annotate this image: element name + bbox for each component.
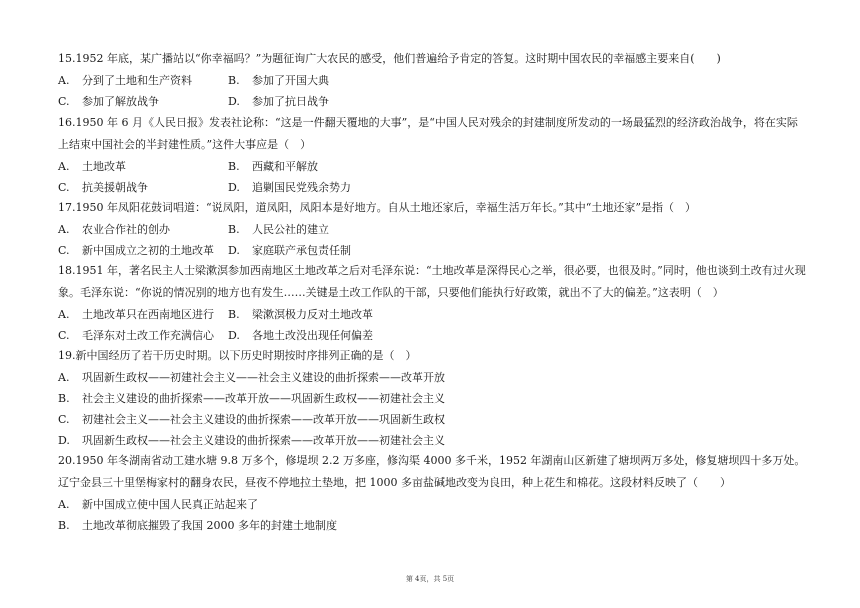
question-stem: 18.1951 年，著名民主人士梁漱溟参加西南地区土地改革之后对毛泽东说：“土地改革是深得民心之举，很必要，也很及时。”同时，他也谈到土改有过火现象。毛泽东说：“你说的情况别的地方也有发生……关键是土改工作队的干部，只要他们能执行好政策，就出不了大的偏差。”这表明（ ） bbox=[58, 264, 806, 299]
option-row bbox=[58, 388, 806, 409]
option-c: C. 抗美援朝战争 bbox=[58, 181, 148, 194]
option-c: C. 参加了解放战争 bbox=[58, 95, 159, 108]
option-c: C. 新中国成立之初的土地改革 bbox=[58, 244, 214, 257]
option-d: D. 家庭联产承包责任制 bbox=[228, 244, 351, 257]
option-a: A. 新中国成立使中国人民真正站起来了 bbox=[58, 498, 258, 511]
option-row bbox=[58, 156, 806, 177]
option-row bbox=[58, 494, 806, 515]
option-row bbox=[58, 91, 806, 112]
question-stem: 16.1950 年 6 月《人民日报》发表社论称：“这是一件翻天覆地的大事”，是“中国人民对残余的封建制度所发动的一场最猛烈的经济政治战争，将在实际上结束中国社会的半封建性质。”这件大事应是（ ） bbox=[58, 116, 798, 151]
option-b: B. 梁漱溟极力反对土地改革 bbox=[228, 308, 373, 321]
page-footer: 第 4页，共 5页 bbox=[405, 575, 455, 583]
option-b: B. 土地改革彻底摧毁了我国 2000 多年的封建土地制度 bbox=[58, 519, 337, 532]
option-b: B. 人民公社的建立 bbox=[228, 223, 329, 236]
option-d: D. 追剿国民党残余势力 bbox=[228, 181, 351, 194]
option-d: D. 巩固新生政权——社会主义建设的曲折探索——改革开放——初建社会主义 bbox=[58, 434, 445, 447]
option-row bbox=[58, 325, 806, 346]
option-row bbox=[58, 430, 806, 451]
option-b: B. 西藏和平解放 bbox=[228, 160, 318, 173]
question-stem: 20.1950 年冬湖南省动工建水塘 9.8 万多个，修堤坝 2.2 万多座，修沟渠 4000 多千米，1952 年湖南山区新建了塘坝两万多处，修复塘坝四十多万处。辽宁金县三十里堡梅家村的翻身农民，昼夜不停地拉土垫地，把 1000 多亩盐碱地改变为良田，种上花生和棉花。这段材料反映了（ ） bbox=[58, 454, 806, 489]
option-b: B. 参加了开国大典 bbox=[228, 74, 329, 87]
option-b: B. 社会主义建设的曲折探索——改革开放——巩固新生政权——初建社会主义 bbox=[58, 392, 445, 405]
option-row bbox=[58, 219, 806, 240]
question-20 bbox=[58, 450, 806, 536]
option-row bbox=[58, 70, 806, 91]
question-stem: 15.1952 年底，某广播站以“你幸福吗？”为题征询广大农民的感受，他们普遍给予肯定的答复。这时期中国农民的幸福感主要来自( ) bbox=[58, 52, 721, 65]
option-c: C. 初建社会主义——社会主义建设的曲折探索——改革开放——巩固新生政权 bbox=[58, 413, 445, 426]
question-stem: 19.新中国经历了若干历史时期。以下历史时期按时序排列正确的是（ ） bbox=[58, 349, 417, 362]
question-17 bbox=[58, 197, 806, 261]
question-19 bbox=[58, 345, 806, 451]
option-a: A. 农业合作社的创办 bbox=[58, 223, 170, 236]
option-a: A. 土地改革 bbox=[58, 160, 126, 173]
option-row bbox=[58, 240, 806, 261]
option-a: A. 土地改革只在西南地区进行 bbox=[58, 308, 214, 321]
option-a: A. 分到了土地和生产资料 bbox=[58, 74, 192, 87]
question-stem: 17.1950 年凤阳花鼓词唱道：“说凤阳，道凤阳，凤阳本是好地方。自从土地还家后，幸福生活万年长。”其中“土地还家”是指（ ） bbox=[58, 201, 696, 214]
option-a: A. 巩固新生政权——初建社会主义——社会主义建设的曲折探索——改革开放 bbox=[58, 371, 445, 384]
option-row bbox=[58, 304, 806, 325]
question-16 bbox=[58, 112, 806, 198]
question-18 bbox=[58, 260, 806, 346]
option-row bbox=[58, 367, 806, 388]
option-row bbox=[58, 515, 806, 536]
option-row bbox=[58, 177, 806, 198]
option-d: D. 参加了抗日战争 bbox=[228, 95, 329, 108]
option-c: C. 毛泽东对土改工作充满信心 bbox=[58, 329, 214, 342]
option-d: D. 各地土改没出现任何偏差 bbox=[228, 329, 373, 342]
question-15 bbox=[58, 48, 806, 112]
option-row bbox=[58, 409, 806, 430]
